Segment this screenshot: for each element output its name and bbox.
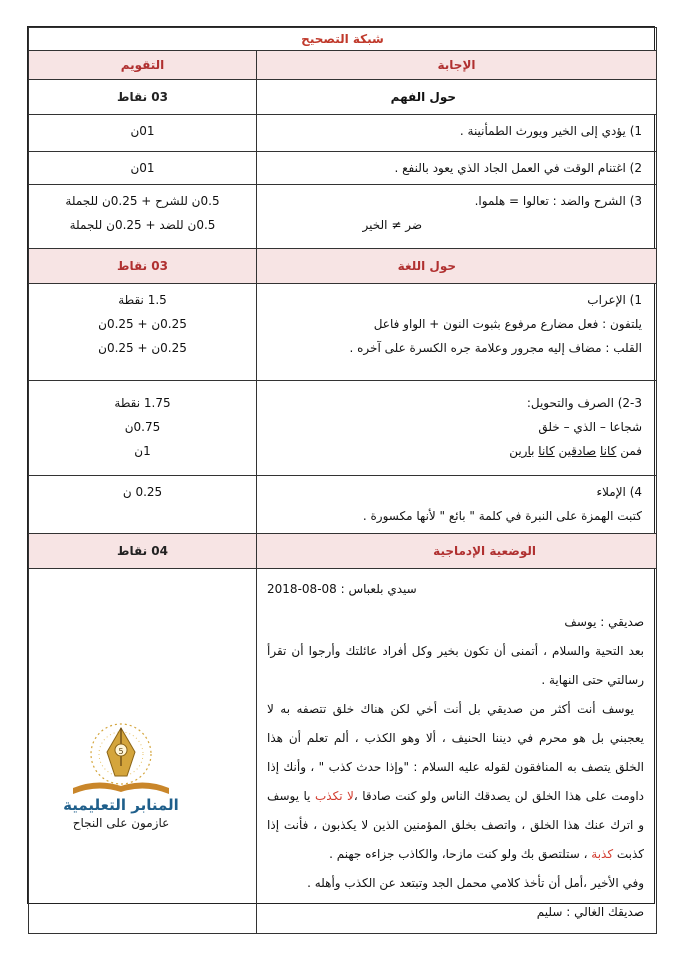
answer-header: الإجابة (257, 51, 657, 80)
logo-tagline: عازمون على النجاح (72, 816, 170, 830)
section-comprehension-row (29, 80, 657, 115)
answer-text (267, 439, 642, 463)
eval-text: 01ن (130, 161, 155, 175)
eval-text: 0.5ن للشرح + 0.25ن للجملة (65, 194, 220, 208)
table-row (29, 115, 657, 152)
correction-sheet (27, 26, 655, 919)
table-row (29, 476, 657, 534)
answer-text: 2-3) الصرف والتحويل: (526, 396, 643, 410)
answer-cell (257, 284, 657, 381)
logo-number: 5 (118, 747, 124, 756)
underlined-word: صادقين (558, 444, 597, 458)
table-row (29, 381, 657, 476)
answer-text: 1) الإعراب (587, 293, 643, 307)
logo-cell (29, 569, 257, 934)
letter-paragraph: وفي الأخير ،أمل أن تأخذ كلامي محمل الجد وتبتعد عن الكذب وأهله . (307, 876, 645, 890)
eval-text: 0.25 ن (122, 485, 163, 499)
highlighted-text: كذبة (591, 847, 614, 861)
answer-text: 4) الإملاء (596, 485, 643, 499)
letter-row (29, 569, 657, 934)
answer-text: كتبت الهمزة على النبرة في كلمة " بائع " لأنها مكسورة . (362, 509, 643, 523)
letter-date: سيدي بلعباس : 08-08-2018 (267, 582, 417, 596)
underlined-word: بارين (509, 444, 535, 458)
eval-cell (29, 381, 257, 476)
header-row (29, 51, 657, 80)
table-row (29, 284, 657, 381)
letter-cell (257, 569, 657, 934)
answer-text: 2) اغتنام الوقت في العمل الجاد الذي يعود بالنفع . (394, 161, 643, 175)
answer-text: 3) الشرح والضد : تعالوا = هلموا. (474, 194, 643, 208)
eval-cell (29, 115, 257, 152)
highlighted-text: لا تكذب (315, 789, 354, 803)
title-row (29, 28, 657, 51)
letter-greeting: صديقي : يوسف (564, 615, 645, 629)
section-language-row (29, 249, 657, 284)
section-comprehension-points: 03 نقاط (29, 80, 257, 115)
eval-text: 0.25ن + 0.25ن (98, 341, 187, 355)
answer-text: القلب : مضاف إليه مجرور وعلامة جره الكسرة على آخره . (349, 341, 643, 355)
answer-cell (257, 381, 657, 476)
eval-text: 0.75ن (124, 420, 161, 434)
answer-text: يلتفون : فعل مضارع مرفوع بثبوت النون + الواو فاعل (373, 317, 643, 331)
table-row (29, 152, 657, 185)
section-language-title: حول اللغة (257, 249, 657, 284)
brand-logo (51, 714, 191, 834)
underlined-word: كانا (538, 444, 555, 458)
sheet-title: شبكة التصحيح (29, 28, 657, 51)
section-comprehension-title: حول الفهم (257, 80, 657, 115)
section-integration-points: 04 نقاط (29, 534, 257, 569)
section-integration-title: الوضعية الإدماجية (257, 534, 657, 569)
answer-text: شجاعا – الذي – خلق (538, 420, 643, 434)
logo-name: المنابر التعليمية (63, 796, 179, 814)
underlined-word: كانا (600, 444, 617, 458)
evaluation-header: التقويم (29, 51, 257, 80)
eval-cell (29, 185, 257, 249)
eval-text: 1.5 نقطة (118, 293, 167, 307)
answer-cell (257, 476, 657, 534)
eval-text: 0.25ن + 0.25ن (98, 317, 187, 331)
answer-text: 1) يؤدي إلى الخير ويورث الطمأنينة . (459, 124, 643, 138)
pen-nib-icon (51, 714, 191, 834)
eval-cell (29, 152, 257, 185)
answer-text: ضر ≠ الخير (362, 218, 423, 232)
eval-cell (29, 476, 257, 534)
section-integration-row (29, 534, 657, 569)
eval-text: 1ن (134, 444, 151, 458)
eval-cell (29, 284, 257, 381)
answer-cell (257, 115, 657, 152)
eval-text: 01ن (130, 124, 155, 138)
eval-text: 1.75 نقطة (114, 396, 171, 410)
answer-cell (257, 152, 657, 185)
table-row (29, 185, 657, 249)
answer-cell (257, 185, 657, 249)
section-language-points: 03 نقاط (29, 249, 257, 284)
answer-text: فمن (616, 444, 643, 458)
eval-text: 0.5ن للضد + 0.25ن للجملة (69, 218, 216, 232)
letter-paragraph: يوسف أنت أكثر من صديقي بل أنت أخي لكن هناك خلق تتصفه به لا يعجبني بل هو محرم في ديننا الحنيف ، ألا وهو الكذب ، ألم تعلم أن هذا الخلق يتصف به المنافقون لقوله عليه السلام : "وإذا حدث كذب " ، وأنك إذا داومت على هذا الخلق لن يصدقك الناس ولو كنت صادقا ،لا تكذب يا يوسف و اترك عنك هذا الخلق ، واتصف بخلق المؤمنين الذين لا يكذبون ، فأنت إذا كذبت كذبة ، ستلتصق بك ولو كنت مازحا، والكاذب جزاءه جهنم . (267, 702, 645, 861)
letter-paragraph: بعد التحية والسلام ، أتمنى أن تكون بخير وكل أفراد عائلتك وأرجوا أن تقرأ رسالتي حتى النهاية . (267, 644, 645, 687)
letter-signature: صديقك الغالي : سليم (536, 905, 645, 919)
